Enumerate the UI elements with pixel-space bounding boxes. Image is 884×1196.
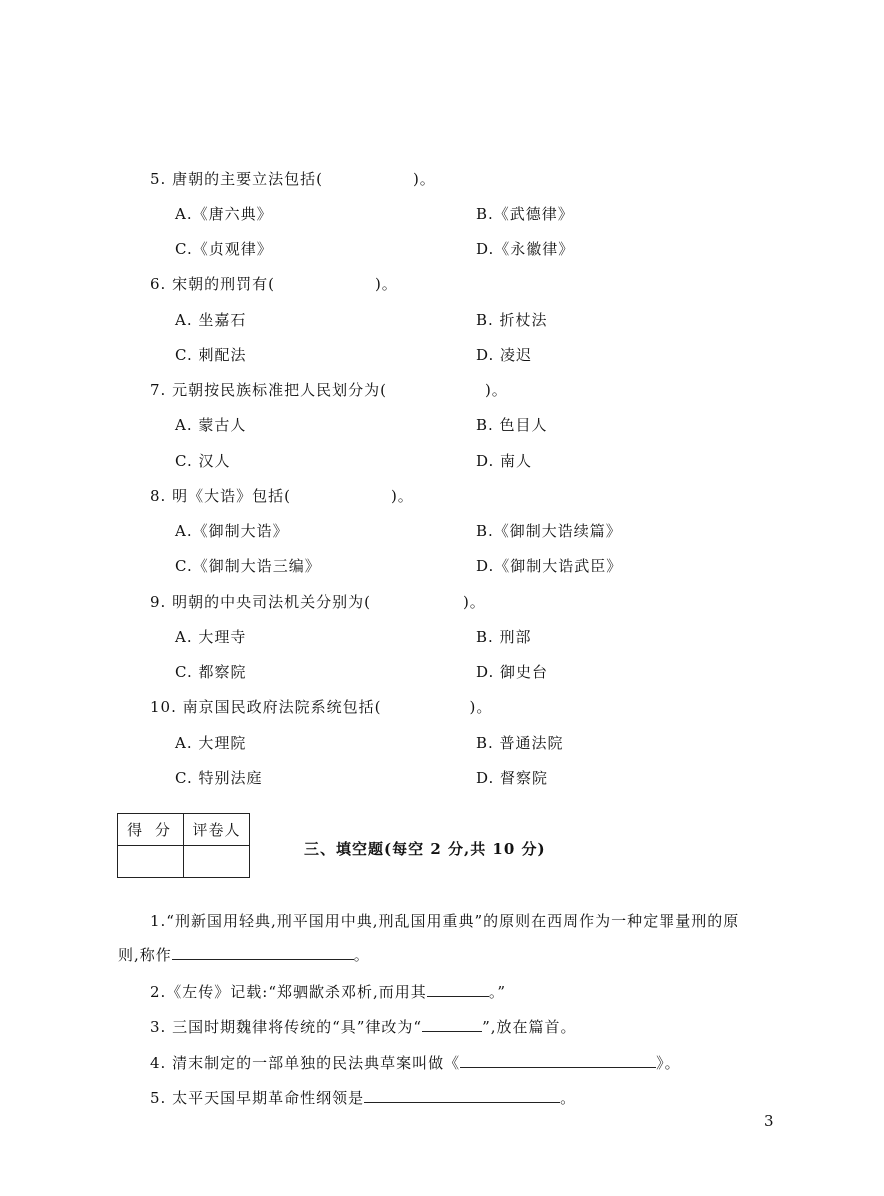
option-d: D. 督察院 — [476, 769, 549, 787]
option-d: D. 御史台 — [476, 663, 549, 681]
fill-item-3 — [150, 1016, 577, 1037]
answer-blank[interactable] — [427, 982, 489, 997]
question-close: )。 — [374, 275, 398, 293]
option-a: A. 大理院 — [175, 734, 247, 752]
section-title: 三、填空题(每空 2 分,共 10 分) — [304, 840, 546, 858]
question-stem: 明朝的中央司法机关分别为( — [172, 593, 371, 611]
answer-blank[interactable] — [364, 1088, 560, 1103]
question-6 — [150, 273, 398, 294]
option-a: A. 坐嘉石 — [175, 311, 247, 329]
fill-text: 则,称作 — [118, 946, 172, 964]
question-5 — [150, 168, 436, 189]
option-c: C. 特别法庭 — [175, 769, 263, 787]
question-close: )。 — [469, 698, 493, 716]
question-number: 8. — [150, 487, 167, 505]
option-b: B.《御制大诰续篇》 — [476, 522, 622, 540]
question-8 — [150, 485, 414, 506]
option-a: A. 大理寺 — [175, 628, 247, 646]
fill-text: 4. 清末制定的一部单独的民法典草案叫做《 — [150, 1054, 461, 1072]
grader-cell[interactable] — [184, 846, 250, 878]
question-stem: 明《大诰》包括( — [172, 487, 291, 505]
fill-text: 2.《左传》记载:“郑驷歂杀邓析,而用其 — [150, 983, 427, 1001]
question-close: )。 — [462, 593, 486, 611]
fill-item-5 — [150, 1087, 576, 1108]
option-b: B. 刑部 — [476, 628, 532, 646]
question-close: )。 — [390, 487, 414, 505]
option-b: B. 折杖法 — [476, 311, 548, 329]
option-c: C. 都察院 — [175, 663, 247, 681]
option-d: D. 凌迟 — [476, 346, 533, 364]
fill-item-1-line1: 1.“刑新国用轻典,刑平国用中典,刑乱国用重典”的原则在西周作为一种定罪量刑的原 — [150, 912, 740, 930]
fill-item-1-line2 — [118, 944, 370, 965]
question-7 — [150, 379, 508, 400]
fill-text: ”,放在篇首。 — [482, 1018, 577, 1036]
question-number: 5. — [150, 170, 167, 188]
question-number: 7. — [150, 381, 167, 399]
score-box — [117, 813, 250, 878]
option-c: C. 刺配法 — [175, 346, 247, 364]
option-a: A.《御制大诰》 — [175, 522, 289, 540]
fill-text: 。 — [560, 1089, 577, 1107]
score-cell[interactable] — [118, 846, 184, 878]
question-close: )。 — [412, 170, 436, 188]
question-number: 6. — [150, 275, 167, 293]
answer-blank[interactable] — [172, 945, 354, 960]
option-b: B. 色目人 — [476, 416, 548, 434]
question-9 — [150, 591, 486, 612]
answer-blank[interactable] — [460, 1053, 656, 1068]
option-a: A. 蒙古人 — [175, 416, 247, 434]
option-c: C. 汉人 — [175, 452, 231, 470]
fill-text: 》。 — [656, 1054, 681, 1072]
fill-text: 。” — [488, 983, 506, 1001]
answer-blank[interactable] — [422, 1017, 482, 1032]
question-number: 10. — [150, 698, 177, 716]
question-stem: 元朝按民族标准把人民划分为( — [172, 381, 387, 399]
option-c: C.《贞观律》 — [175, 240, 273, 258]
option-d: D.《御制大诰武臣》 — [476, 557, 623, 575]
option-d: D.《永徽律》 — [476, 240, 575, 258]
option-a: A.《唐六典》 — [175, 205, 273, 223]
question-number: 9. — [150, 593, 167, 611]
option-b: B. 普通法院 — [476, 734, 564, 752]
fill-text: 。 — [353, 946, 370, 964]
fill-item-2 — [150, 981, 506, 1002]
grader-label: 评卷人 — [184, 814, 250, 846]
question-stem: 唐朝的主要立法包括( — [172, 170, 323, 188]
fill-text: 5. 太平天国早期革命性纲领是 — [150, 1089, 365, 1107]
score-label: 得 分 — [118, 814, 184, 846]
question-stem: 宋朝的刑罚有( — [172, 275, 275, 293]
question-10 — [150, 696, 492, 717]
fill-item-4 — [150, 1052, 681, 1073]
question-stem: 南京国民政府法院系统包括( — [182, 698, 382, 716]
fill-text: 3. 三国时期魏律将传统的“具”律改为“ — [150, 1018, 423, 1036]
option-b: B.《武德律》 — [476, 205, 574, 223]
option-d: D. 南人 — [476, 452, 533, 470]
option-c: C.《御制大诰三编》 — [175, 557, 321, 575]
question-close: )。 — [484, 381, 508, 399]
page-number: 3 — [764, 1112, 774, 1130]
